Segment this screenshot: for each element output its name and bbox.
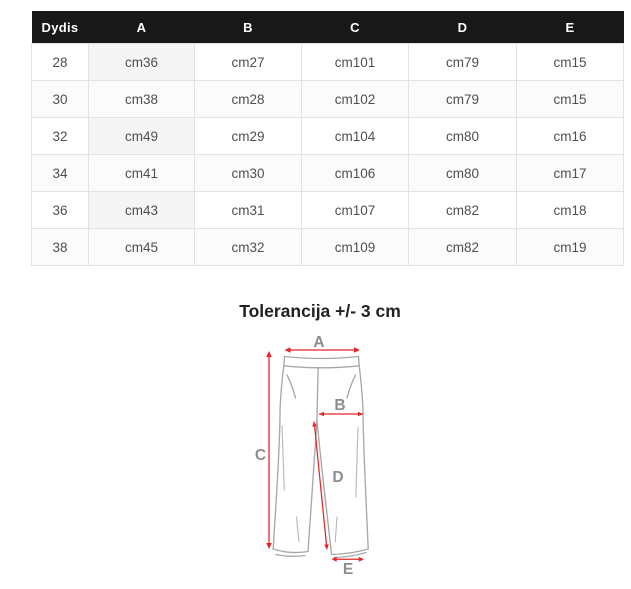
measurement-cell-c: cm109: [302, 229, 409, 266]
measurement-cell-c: cm107: [302, 192, 409, 229]
measurement-cell-b: cm29: [195, 118, 302, 155]
measure-label-a: A: [313, 334, 325, 351]
pants-measurement-diagram: [218, 330, 428, 589]
header-row: [32, 11, 624, 44]
measure-arrow-c: [266, 351, 272, 549]
column-header-dydis: Dydis: [32, 11, 89, 44]
measurement-cell-c: cm102: [302, 81, 409, 118]
table-row: [32, 118, 624, 155]
measurement-cell-e: cm17: [517, 155, 624, 192]
measurement-cell-d: cm79: [409, 81, 517, 118]
measurement-cell-b: cm32: [195, 229, 302, 266]
measurement-cell-e: cm18: [517, 192, 624, 229]
table-row: [32, 229, 624, 266]
measurement-cell-e: cm15: [517, 44, 624, 81]
measure-label-e: E: [342, 561, 354, 578]
table-row: [32, 81, 624, 118]
measurement-cell-e: cm16: [517, 118, 624, 155]
pants-outline: [273, 357, 368, 558]
measurement-cell-d: cm79: [409, 44, 517, 81]
size-cell: 30: [32, 81, 89, 118]
column-header-a: A: [89, 11, 195, 44]
measurement-cell-c: cm104: [302, 118, 409, 155]
column-header-d: D: [409, 11, 517, 44]
measurement-cell-b: cm30: [195, 155, 302, 192]
measurement-cell-e: cm19: [517, 229, 624, 266]
size-cell: 38: [32, 229, 89, 266]
measurement-cell-c: cm101: [302, 44, 409, 81]
measurement-cell-d: cm80: [409, 118, 517, 155]
measurement-cell-b: cm31: [195, 192, 302, 229]
column-header-b: B: [195, 11, 302, 44]
tolerance-note: Tolerancija +/- 3 cm: [239, 301, 401, 321]
size-chart-header: [32, 11, 624, 44]
measure-label-b: B: [334, 397, 346, 414]
measurement-cell-a: cm49: [89, 118, 195, 155]
measurement-cell-a: cm36: [89, 44, 195, 81]
column-header-c: C: [302, 11, 409, 44]
measurement-cell-d: cm82: [409, 192, 517, 229]
measurement-cell-a: cm43: [89, 192, 195, 229]
table-row: [32, 44, 624, 81]
measurement-cell-e: cm15: [517, 81, 624, 118]
column-header-e: E: [517, 11, 624, 44]
measurement-cell-b: cm27: [195, 44, 302, 81]
measurement-cell-a: cm45: [89, 229, 195, 266]
measure-label-d: D: [332, 469, 344, 486]
measurement-cell-d: cm80: [409, 155, 517, 192]
size-cell: 36: [32, 192, 89, 229]
measurement-cell-c: cm106: [302, 155, 409, 192]
size-chart-table: [31, 11, 624, 266]
measurement-cell-d: cm82: [409, 229, 517, 266]
table-row: [32, 155, 624, 192]
size-cell: 32: [32, 118, 89, 155]
measure-arrow-d: [312, 421, 328, 550]
measurement-cell-b: cm28: [195, 81, 302, 118]
size-cell: 34: [32, 155, 89, 192]
measure-label-c: C: [254, 447, 267, 464]
size-cell: 28: [32, 44, 89, 81]
table-row: [32, 192, 624, 229]
measurement-cell-a: cm41: [89, 155, 195, 192]
measurement-cell-a: cm38: [89, 81, 195, 118]
